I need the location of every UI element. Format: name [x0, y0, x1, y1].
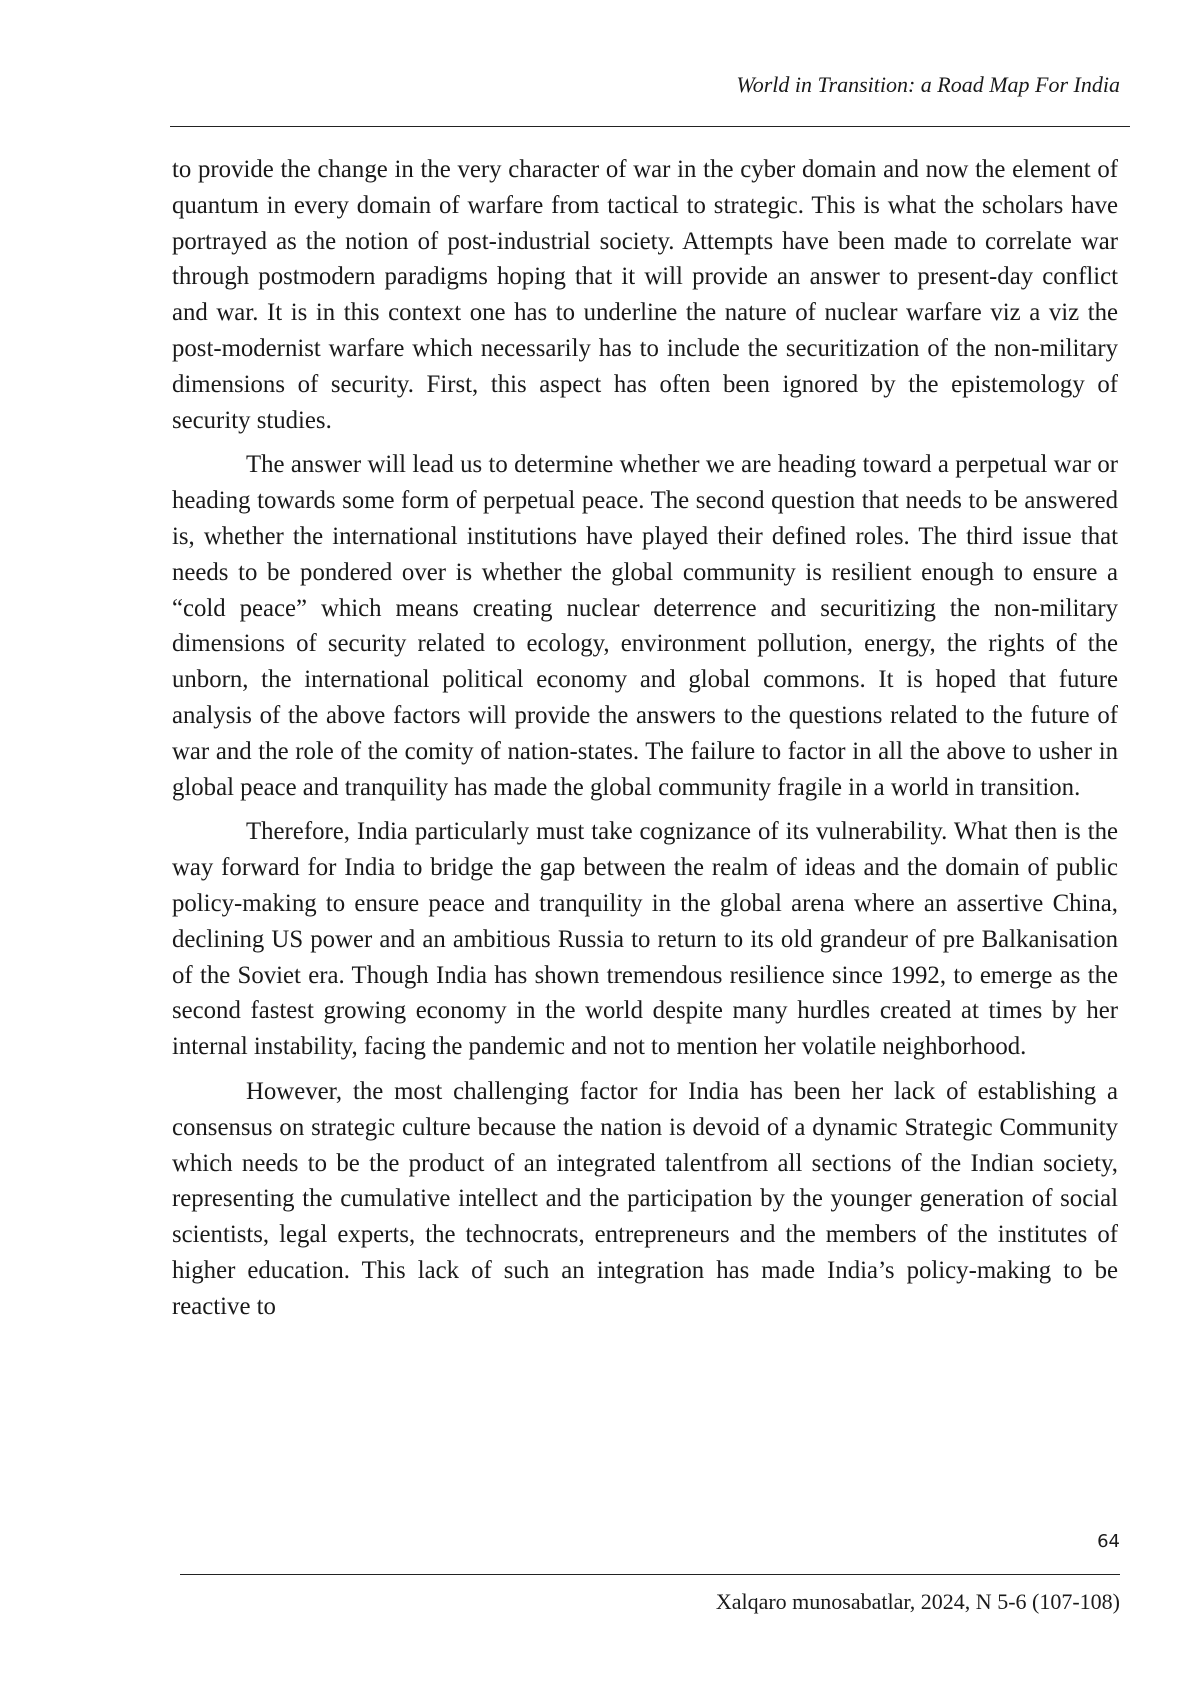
journal-citation: Xalqaro munosabatlar, 2024, N 5-6 (107-108) [715, 1589, 1120, 1614]
footer-divider [180, 1574, 1120, 1575]
header-divider [170, 126, 1130, 127]
running-header-title: World in Transition: a Road Map For India [736, 72, 1120, 97]
body-paragraph-2: The answer will lead us to determine whether we are heading toward a perpetual war or heading towards some form of perpetual peace. The second question that needs to be answered is, whether the international institutions have played their defined roles. The third issue that needs to be pondered over is whether the global community is resilient enough to ensure a “cold peace” which means creating nuclear deterrence and securitizing the non-military dimensions of security related to ecology, environment pollution, energy, the rights of the unborn, the international political economy and global commons. It is hoped that future analysis of the above factors will provide the answers to the questions related to the future of war and the role of the comity of nation-states. The failure to factor in all the above to usher in global peace and tranquility has made the global community fragile in a world in transition. [172, 451, 1118, 801]
page-number: 64 [1097, 1531, 1120, 1552]
body-paragraph-3: Therefore, India particularly must take cognizance of its vulnerability. What then is the way forward for India to bridge the gap between the realm of ideas and the domain of public policy-making to ensure peace and tranquility in the global arena where an assertive China, declining US power and an ambitious Russia to return to its old grandeur of pre Balkanisation of the Soviet era. Though India has shown tremendous resilience since 1992, to emerge as the second fastest growing economy in the world despite many hurdles created at times by her internal instability, facing the pandemic and not to mention her volatile neighborhood. [172, 818, 1118, 1061]
article-body [172, 152, 1118, 1334]
body-paragraph-4: However, the most challenging factor for India has been her lack of establishing a consensus on strategic culture because the nation is devoid of a dynamic Strategic Community which needs to be the product of an integrated talentfrom all sections of the Indian society, representing the cumulative intellect and the participation by the younger generation of social scientists, legal experts, the technocrats, entrepreneurs and the members of the institutes of higher education. This lack of such an integration has made India’s policy-making to be reactive to [172, 1077, 1118, 1320]
body-paragraph-1: to provide the change in the very character of war in the cyber domain and now the element of quantum in every domain of warfare from tactical to strategic. This is what the scholars have portrayed as the notion of post-industrial society. Attempts have been made to correlate war through postmodern paradigms hoping that it will provide an answer to present-day conflict and war. It is in this context one has to underline the nature of nuclear warfare viz a viz the post-modernist warfare which necessarily has to include the securitization of the non-military dimensions of security. First, this aspect has often been ignored by the epistemology of security studies. [172, 156, 1118, 434]
